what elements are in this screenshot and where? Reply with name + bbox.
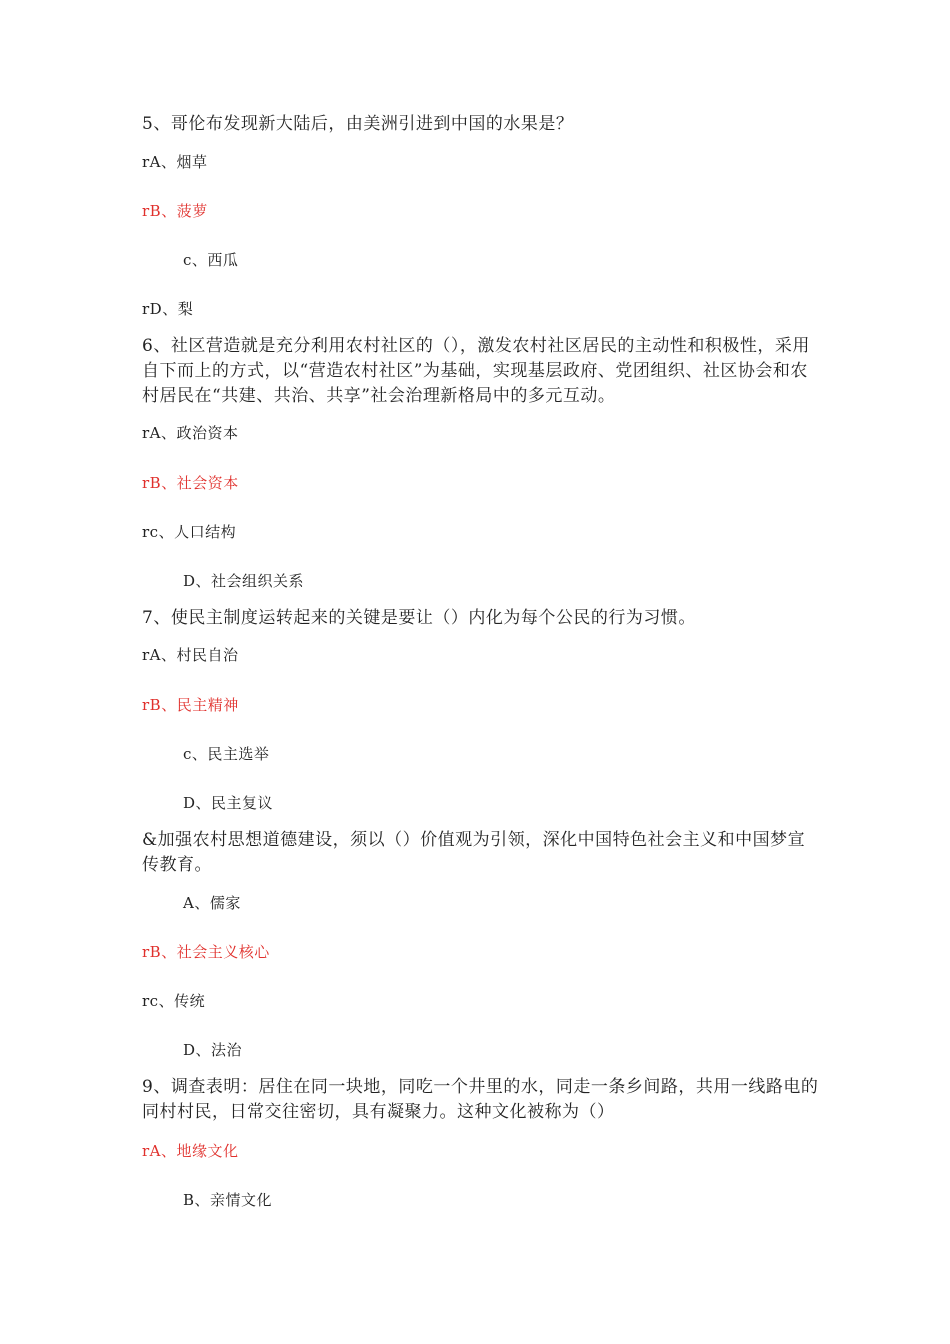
q7-option-c[interactable]: c、民主选举 bbox=[183, 745, 270, 763]
question-7-text: 7、使民主制度运转起来的关键是要让（）内化为每个公民的行为习惯。 bbox=[142, 608, 696, 628]
q7-option-b[interactable]: rB、民主精神 bbox=[142, 696, 239, 714]
q8-option-c[interactable]: rc、传统 bbox=[142, 992, 206, 1010]
q5-option-d[interactable]: rD、梨 bbox=[142, 300, 194, 318]
q6-option-c[interactable]: rc、人口结构 bbox=[142, 523, 237, 541]
q6-option-d[interactable]: D、社会组织关系 bbox=[183, 572, 305, 590]
q8-option-a[interactable]: A、儒家 bbox=[183, 894, 241, 912]
q9-option-b[interactable]: B、亲情文化 bbox=[183, 1191, 273, 1209]
question-6-text: 6、社区营造就是充分利用农村社区的（），激发农村社区居民的主动性和积极性，采用自下而上的方式，以“营造农村社区”为基础，实现基层政府、党团组织、社区协会和农村居民在“共建、共治、共享”社会治理新格局中的多元互动。 bbox=[142, 336, 810, 406]
q8-option-b[interactable]: rB、社会主义核心 bbox=[142, 943, 270, 961]
q8-option-d[interactable]: D、法治 bbox=[183, 1041, 243, 1059]
q6-option-a[interactable]: rA、政治资本 bbox=[142, 424, 239, 442]
q5-option-b[interactable]: rB、菠萝 bbox=[142, 202, 208, 220]
question-5-text: 5、哥伦布发现新大陆后，由美洲引进到中国的水果是？ bbox=[142, 114, 574, 134]
q5-option-a[interactable]: rA、烟草 bbox=[142, 153, 208, 171]
q6-option-b[interactable]: rB、社会资本 bbox=[142, 474, 239, 492]
q5-option-c[interactable]: c、西瓜 bbox=[183, 251, 239, 269]
question-9-text: 9、调查表明：居住在同一块地，同吃一个井里的水，同走一条乡间路，共用一线路电的同村村民，日常交往密切，具有凝聚力。这种文化被称为（） bbox=[142, 1077, 819, 1122]
q7-option-d[interactable]: D、民主复议 bbox=[183, 794, 274, 812]
question-8-text: &加强农村思想道德建设，须以（）价值观为引领，深化中国特色社会主义和中国梦宣传教育。 bbox=[142, 830, 806, 875]
q7-option-a[interactable]: rA、村民自治 bbox=[142, 646, 239, 664]
q9-option-a[interactable]: rA、地缘文化 bbox=[142, 1142, 239, 1160]
